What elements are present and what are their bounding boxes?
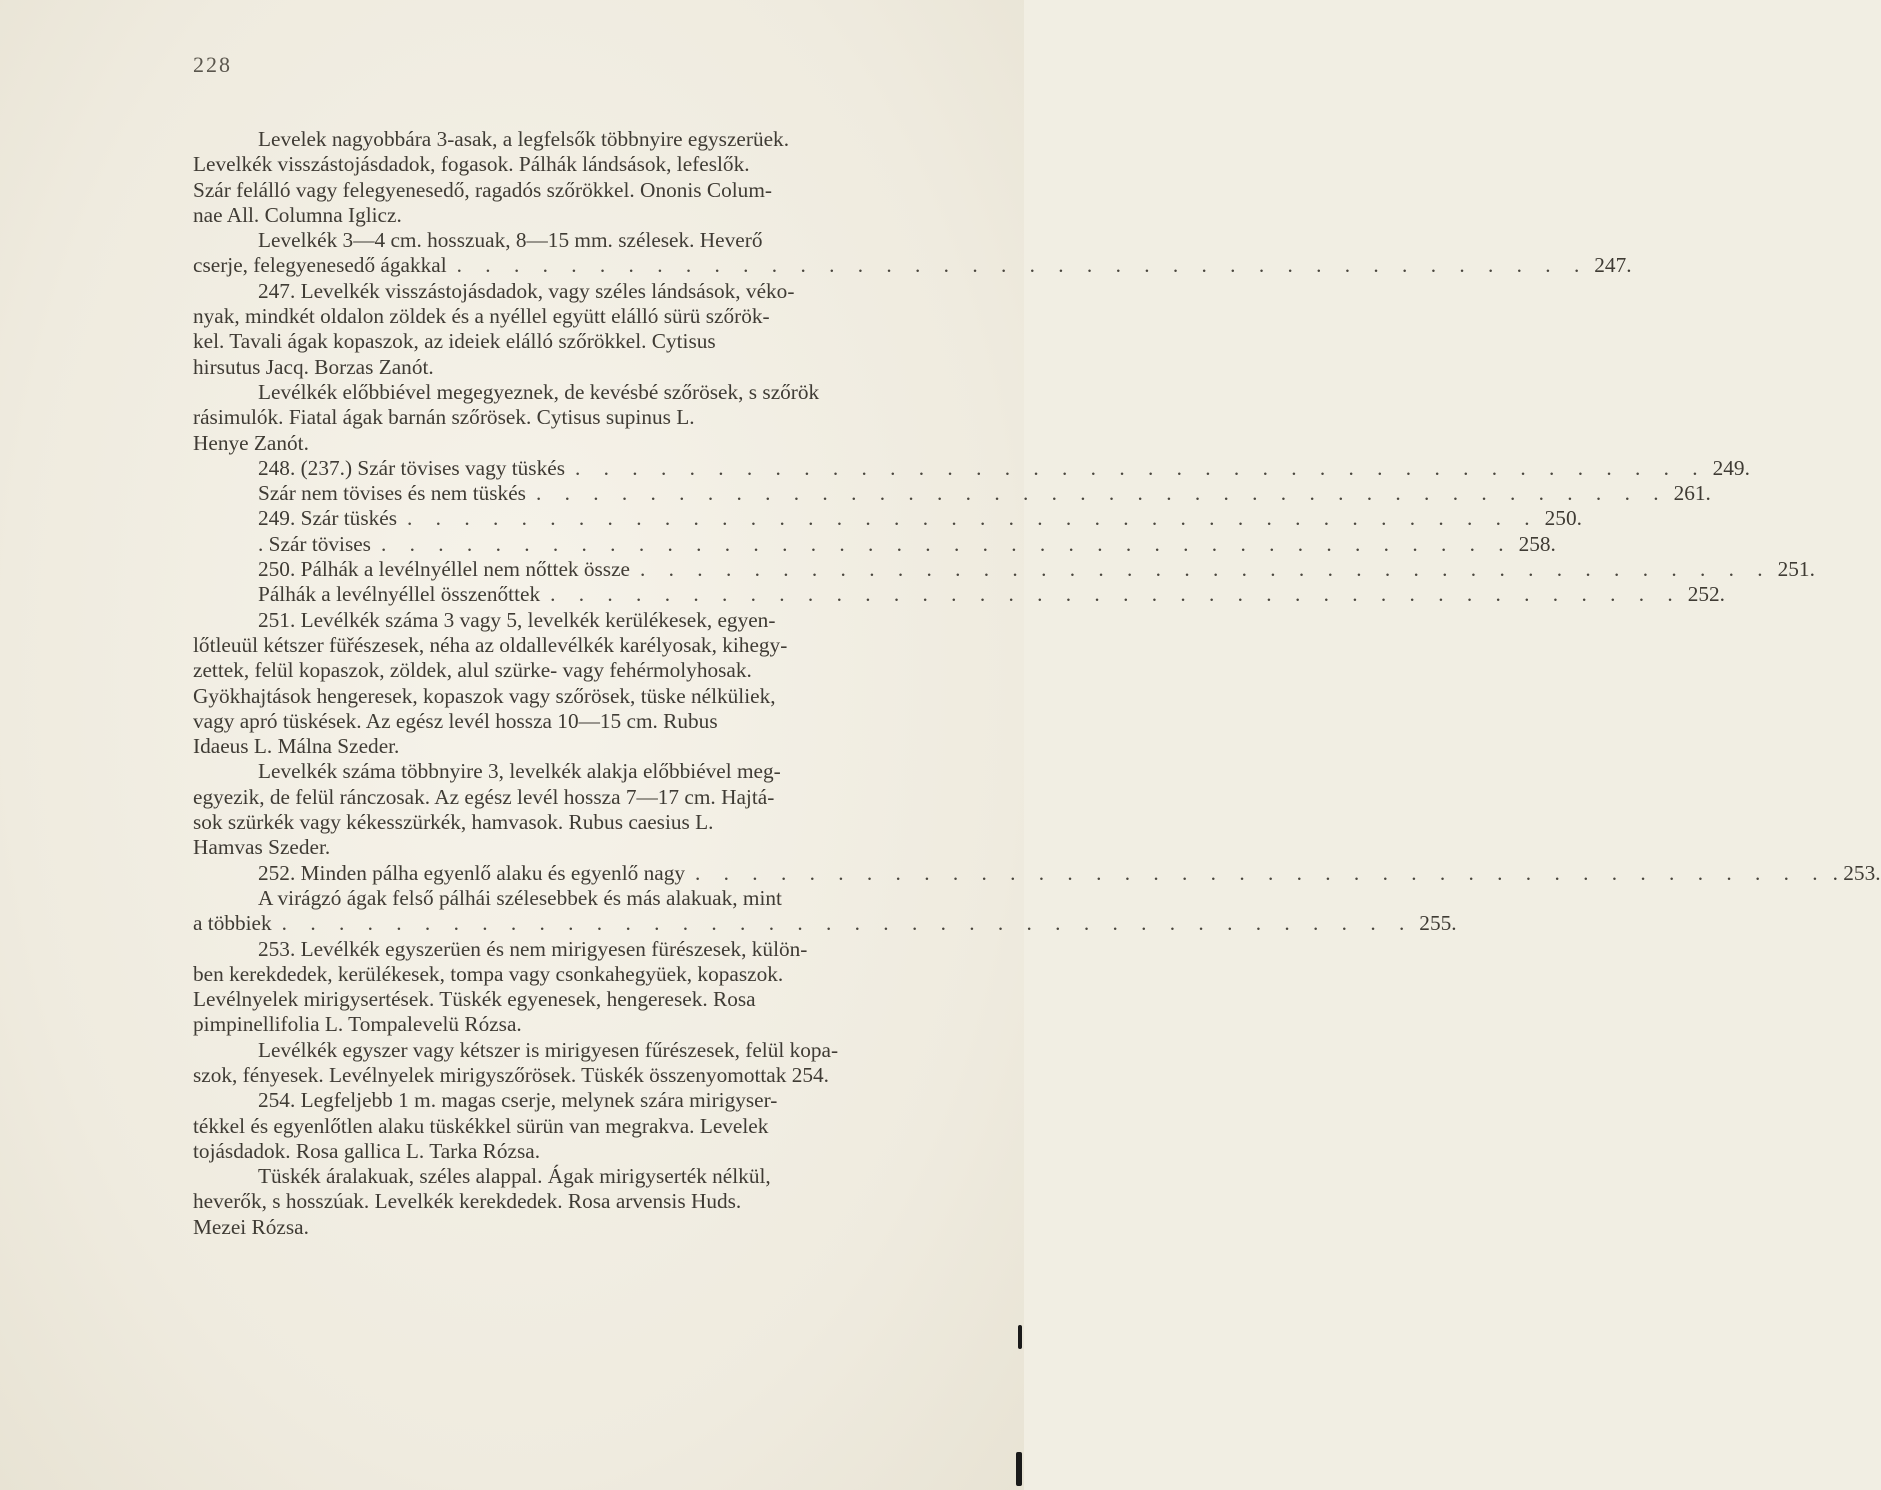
key-reference: 252. [1687, 582, 1725, 607]
dot-leader: . . . . . . . . . . . . . . . . . . . . . . . . . . . . . . . . . . . . . . . . [456, 253, 1589, 278]
dot-leader: . . . . . . . . . . . . . . . . . . . . . . . . . . . . . . . . . . . . . . . . [380, 531, 1513, 556]
line-text: Levelkék száma többnyire 3, levelkék alakja előbbiével meg- [258, 759, 781, 784]
text-line [193, 431, 983, 456]
line-text: pimpinellifolia L. Tompalevelü Rózsa. [193, 1012, 522, 1037]
text-line [193, 279, 983, 304]
text-line [193, 1189, 983, 1214]
line-text: sok szürkék vagy kékesszürkék, hamvasok. Rubus caesius L. [193, 810, 714, 835]
text-line [193, 810, 983, 835]
line-text: nae All. Columna Iglicz. [193, 202, 402, 227]
key-reference: . 253. [1832, 860, 1881, 885]
key-reference: 258. [1518, 531, 1556, 556]
line-text: Levelkék 3—4 cm. hosszuak, 8—15 mm. szélesek. Heverő [258, 228, 763, 253]
text-line [193, 962, 983, 987]
text-line [193, 178, 983, 203]
text-line [193, 658, 983, 683]
line-text: Hamvas Szeder. [193, 835, 331, 860]
line-text: ben kerekdedek, kerülékesek, tompa vagy csonkahegyüek, kopaszok. [193, 961, 784, 986]
line-text: 250. Pálhák a levélnyéllel nem nőttek össze [258, 557, 630, 582]
text-line [193, 405, 983, 430]
line-text: rásimulók. Fiatal ágak barnán szőrösek. Cytisus supinus L. [193, 405, 695, 430]
line-text: tojásdadok. Rosa gallica L. Tarka Rózsa. [193, 1138, 541, 1163]
text-line [193, 127, 983, 152]
line-text: tékkel és egyenlőtlen alaku tüskékkel sürün van megrakva. Levelek [193, 1113, 769, 1138]
text-line [193, 911, 1457, 936]
line-text: . Szár tövises [258, 531, 371, 556]
dot-leader: . . . . . . . . . . . . . . . . . . . . . . . . . . . . . . . . . . . . . . . . [550, 582, 1682, 607]
line-text: Pálhák a levélnyéllel összenőttek [258, 582, 541, 607]
text-line [193, 684, 983, 709]
text-line [193, 253, 1632, 278]
line-text: hirsutus Jacq. Borzas Zanót. [193, 354, 434, 379]
text-line [193, 1114, 983, 1139]
text-line [193, 709, 983, 734]
line-text: Mezei Rózsa. [193, 1214, 309, 1239]
line-text: cserje, felegyenesedő ágakkal [193, 253, 447, 278]
text-line [193, 304, 983, 329]
line-text: 253. Levélkék egyszerüen és nem mirigyesen fürészesek, külön- [258, 936, 808, 961]
dot-leader: . . . . . . . . . . . . . . . . . . . . . . . . . . . . . . . . . . . . . . . . [281, 911, 1414, 936]
line-text: 252. Minden pálha egyenlő alaku és egyenlő nagy [258, 860, 685, 885]
dot-leader: . . . . . . . . . . . . . . . . . . . . . . . . . . . . . . . . . . . . . . . . [640, 557, 1772, 582]
dot-leader: . . . . . . . . . . . . . . . . . . . . . . . . . . . . . . . . . . . . . . . . [695, 860, 1827, 885]
line-text: heverők, s hosszúak. Levelkék kerekdedek. Rosa arvensis Huds. [193, 1189, 742, 1214]
line-text: zettek, felül kopaszok, zöldek, alul szürke- vagy fehérmolyhosak. [193, 658, 752, 683]
page-number: 228 [193, 52, 232, 77]
text-line [193, 531, 1556, 557]
line-text: Szár felálló vagy felegyenesedő, ragadós szőrökkel. Ononis Colum- [193, 177, 772, 202]
line-text: Gyökhajtások hengeresek, kopaszok vagy szőrösek, tüske nélküliek, [193, 683, 776, 708]
text-line [193, 860, 1881, 886]
line-text: 247. Levelkék visszástojásdadok, vagy széles lándsások, véko- [258, 278, 795, 303]
line-text: Tüskék áralakuak, széles alappal. Ágak mirigyserték nélkül, [258, 1164, 771, 1189]
line-text: 254. Legfeljebb 1 m. magas cserje, melynek szára mirigyser- [258, 1088, 778, 1113]
text-line [193, 1139, 983, 1164]
text-line [193, 1088, 983, 1113]
text-line [193, 380, 983, 405]
line-text: 249. Szár tüskés [258, 506, 398, 531]
line-text: szok, fényesek. Levélnyelek mirigyszőrösek. Tüskék összenyomottak 254. [193, 1062, 829, 1087]
text-line [193, 152, 983, 177]
key-reference: 255. [1419, 911, 1457, 936]
line-text: Levélnyelek mirigysertések. Tüskék egyenesek, hengeresek. Rosa [193, 987, 756, 1012]
text-line [193, 633, 983, 658]
key-reference: 261. [1673, 481, 1711, 506]
text-line [193, 734, 983, 759]
text-line [193, 759, 983, 784]
line-text: 248. (237.) Szár tövises vagy tüskés [258, 455, 565, 480]
text-line [193, 608, 983, 633]
text-line [193, 1038, 983, 1063]
text-line [193, 886, 983, 911]
text-line [193, 835, 983, 860]
key-reference: 251. [1777, 557, 1815, 582]
line-text: nyak, mindkét oldalon zöldek és a nyéllel együtt elálló sürü szőrök- [193, 304, 770, 329]
text-line [193, 785, 983, 810]
line-text: Henye Zanót. [193, 430, 309, 455]
text-line [193, 582, 1725, 607]
text-line [193, 481, 1711, 506]
text-line [193, 455, 1750, 481]
text-line [193, 557, 1815, 582]
line-text: 251. Levélkék száma 3 vagy 5, levelkék kerülékesek, egyen- [258, 607, 776, 632]
line-text: lőtleuül kétszer füřészesek, néha az oldallevélkék karélyosak, kihegy- [193, 632, 788, 657]
text-line [193, 1063, 983, 1088]
dot-leader: . . . . . . . . . . . . . . . . . . . . . . . . . . . . . . . . . . . . . . . . [535, 481, 1668, 506]
text-line [193, 1215, 983, 1240]
line-text: Idaeus L. Málna Szeder. [193, 734, 400, 759]
key-reference: 249. [1712, 455, 1750, 480]
line-text: Levélkék egyszer vagy kétszer is mirigyesen fűrészesek, felül kopa- [258, 1037, 839, 1062]
key-reference: 247. [1594, 253, 1632, 278]
text-line [193, 329, 983, 354]
line-text: Levélkék előbbiével megegyeznek, de kevésbé szőrösek, s szőrök [258, 379, 820, 404]
line-text: Levelek nagyobbára 3-asak, a legfelsők többnyire egyszerüek. [258, 127, 790, 151]
line-text: a többiek [193, 911, 272, 936]
line-text: vagy apró tüskések. Az egész levél hossza 10—15 cm. Rubus [193, 708, 718, 733]
line-text: kel. Tavali ágak kopaszok, az ideiek elálló szőrökkel. Cytisus [193, 329, 716, 354]
page-edge-mark [1016, 1452, 1022, 1486]
text-line [193, 1164, 983, 1189]
page-edge-mark [1018, 1325, 1022, 1349]
key-reference: 250. [1544, 506, 1582, 531]
dot-leader: . . . . . . . . . . . . . . . . . . . . . . . . . . . . . . . . . . . . . . . . [575, 455, 1707, 480]
text-line [193, 987, 983, 1012]
text-line [193, 1012, 983, 1037]
line-text: Szár nem tövises és nem tüskés [258, 481, 526, 506]
line-text: egyezik, de felül ránczosak. Az egész levél hossza 7—17 cm. Hajtá- [193, 784, 775, 809]
dot-leader: . . . . . . . . . . . . . . . . . . . . . . . . . . . . . . . . . . . . . . . . [407, 506, 1539, 531]
text-line [193, 355, 983, 380]
line-text: A virágzó ágak felső pálhái szélesebbek és más alakuak, mint [258, 885, 782, 910]
text-line [193, 937, 983, 962]
line-text: Levelkék visszástojásdadok, fogasok. Pálhák lándsások, lefeslők. [193, 152, 750, 177]
text-line [193, 228, 983, 253]
text-line [193, 506, 1582, 531]
text-line [193, 203, 983, 228]
text-body [193, 127, 1881, 1240]
